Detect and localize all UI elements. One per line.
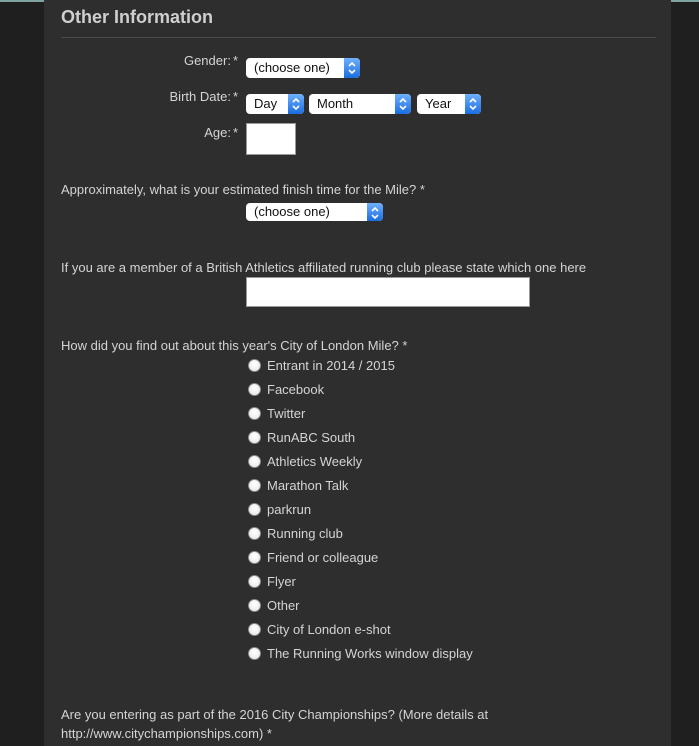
birth-month-value: Month [317,96,354,111]
running-club-input[interactable] [246,277,530,307]
select-arrows-icon [288,94,304,114]
radio-button[interactable] [248,431,261,444]
birth-year-value: Year [425,96,452,111]
radio-button[interactable] [248,383,261,396]
birth-month-select[interactable] [309,94,411,114]
radio-button[interactable] [248,575,261,588]
radio-button[interactable] [248,407,261,420]
age-input[interactable] [246,123,296,155]
age-label: Age: * [204,125,238,140]
section-divider [61,37,656,38]
radio-button[interactable] [248,647,261,660]
finish-time-question: Approximately, what is your estimated finish time for the Mile? * [61,182,425,197]
finish-time-select[interactable] [246,203,383,221]
source-option[interactable]: Marathon Talk [248,476,348,494]
source-option[interactable]: Friend or colleague [248,548,378,566]
section-title: Other Information [61,7,213,27]
radio-button[interactable] [248,527,261,540]
radio-button[interactable] [248,479,261,492]
gender-select[interactable] [246,58,360,78]
running-club-question: If you are a member of a British Athletics affiliated running club please state which one here [61,260,587,275]
birth-year-select[interactable] [417,94,481,114]
source-option[interactable]: Entrant in 2014 / 2015 [248,356,395,374]
select-arrows-icon [395,94,411,114]
radio-button[interactable] [248,551,261,564]
birth-date-label: Birth Date: * [169,89,238,104]
source-option[interactable]: City of London e-shot [248,620,391,638]
gender-label: Gender: * [183,53,238,68]
birth-day-value: Day [254,96,278,111]
radio-button[interactable] [248,359,261,372]
birth-day-select[interactable] [246,94,304,114]
radio-button[interactable] [248,455,261,468]
source-option[interactable]: Facebook [248,380,324,398]
source-question: How did you find out about this year's City of London Mile? * [61,338,408,353]
source-option[interactable]: RunABC South [248,428,355,446]
source-option[interactable]: Other [248,596,300,614]
championships-question-line2: http://www.citychampionships.com) * [61,726,272,741]
source-option[interactable]: Flyer [248,572,296,590]
gender-select-value: (choose one) [254,60,330,75]
source-option[interactable]: Athletics Weekly [248,452,362,470]
source-option[interactable]: Running club [248,524,343,542]
source-option[interactable]: Twitter [248,404,305,422]
select-arrows-icon [344,58,360,78]
championships-question-line1: Are you entering as part of the 2016 City Championships? (More details at [61,707,489,722]
radio-button[interactable] [248,623,261,636]
select-arrows-icon [465,94,481,114]
radio-button[interactable] [248,503,261,516]
finish-time-value: (choose one) [254,204,330,219]
select-arrows-icon [367,203,383,221]
source-option[interactable]: parkrun [248,500,311,518]
radio-button[interactable] [248,599,261,612]
source-option[interactable]: The Running Works window display [248,644,473,662]
